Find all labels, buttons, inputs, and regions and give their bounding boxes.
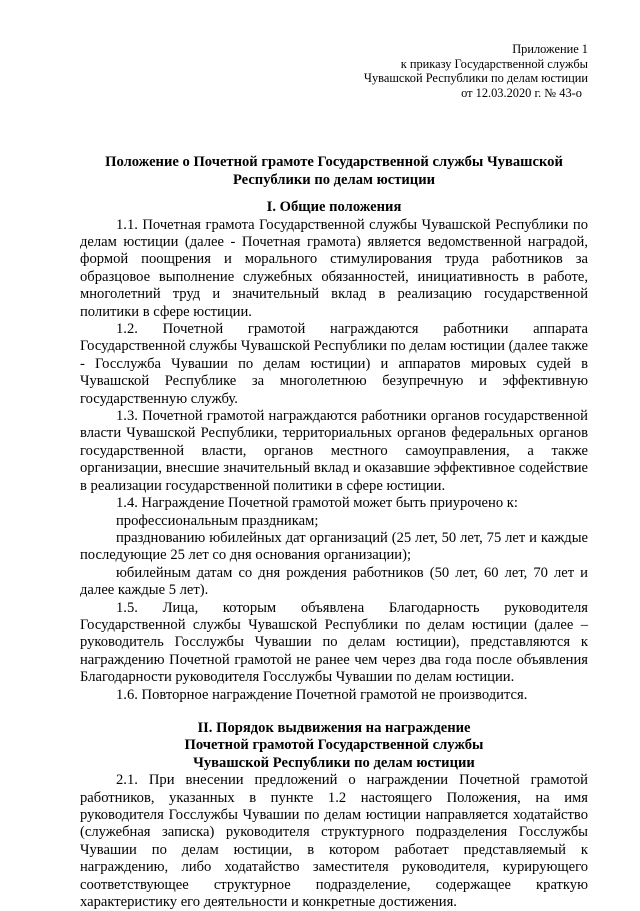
section-2-heading — [80, 720, 588, 772]
paragraph-1-6: 1.6. Повторное награждение Почетной грамотой не производится. — [116, 686, 528, 703]
section-1-heading: I. Общие положения — [266, 199, 402, 216]
paragraph-1-1: 1.1. Почетная грамота Государственной службы Чувашской Республики по делам юстиции (далее - Почетная грамота) является ведомственной наградой, формой поощрения и морального стимулирования труда работников за образцовое выполнение служебных обязанностей, инициативность в работе, многолетний труд и значительный вклад в реализацию государственной политики в сфере юстиции. — [80, 216, 588, 320]
section-2-body — [80, 772, 588, 911]
document-title-line-2: Республики по делам юстиции — [232, 171, 436, 188]
section-2-heading-line-2: Почетной грамотой Государственной службы — [184, 737, 484, 754]
paragraph-2-1: 2.1. При внесении предложений о награждении Почетной грамотой работников, указанных в пункте 1.2 настоящего Положения, на имя руководителя Госслужбы Чувашии по делам юстиции направляется ходатайство (служебная записка) руководителя структурного подразделения Госслужбы Чувашии по делам юстиции, в котором работает представляемый к награждению, либо ходатайство заместителя руководителя, курирующего соответствующее структурное подразделение, содержащее краткую характеристику его деятельности и конкретные достижения. — [80, 772, 588, 911]
section-2-heading-line-1: II. Порядок выдвижения на награждение — [197, 719, 471, 736]
paragraph-1-5: 1.5. Лица, которым объявлена Благодарность руководителя Государственной службы Чувашской Республики по делам юстиции (далее – руководитель Госслужбы Чувашии по делам юстиции), представляются к награждению Почетной грамотой не ранее чем через два года после объявления Благодарности руководителя Госслужбы Чувашии по делам юстиции. — [80, 599, 588, 686]
document-title-line-1: Положение о Почетной грамоте Государственной службы Чувашской — [105, 154, 563, 171]
appendix-line-4: от 12.03.2020 г. № 43-о — [461, 85, 582, 100]
paragraph-1-2: 1.2. Почетной грамотой награждаются работники аппарата Государственной службы Чувашской Республики по делам юстиции (далее также - Госслужба Чувашии по делам юстиции) и аппаратов мировых судей в Чувашской Республике за многолетнюю безупречную и эффективную государственную службу. — [80, 321, 588, 407]
section-1-body — [80, 217, 588, 704]
paragraph-1-4: 1.4. Награждение Почетной грамотой может быть приурочено к: — [116, 495, 518, 512]
paragraph-1-3: 1.3. Почетной грамотой награждаются работники органов государственной власти Чувашской Республики, территориальных органов федеральных органов государственной власти, органов местного самоуправления, а также организации, внесшие значительный вклад и оказавшие эффективное содействие в реализации государственной политики в сфере юстиции. — [80, 408, 588, 494]
appendix-block — [80, 42, 588, 100]
appendix-line-2: к приказу Государственной службы — [400, 56, 588, 71]
appendix-line-1: Приложение 1 — [512, 42, 588, 56]
appendix-line-3: Чувашской Республики по делам юстиции — [363, 71, 588, 86]
paragraph-1-4-item-2: празднованию юбилейных дат организаций (25 лет, 50 лет, 75 лет и каждые последующие 25 лет со дня основания организации); — [80, 529, 588, 564]
section-2-heading-line-3: Чувашской Республики по делам юстиции — [193, 754, 475, 771]
document-title — [80, 154, 588, 189]
paragraph-1-4-item-3: юбилейным датам со дня рождения работников (50 лет, 60 лет, 70 лет и далее каждые 5 лет). — [80, 564, 588, 599]
paragraph-1-4-item-1: профессиональным праздникам; — [116, 512, 319, 529]
